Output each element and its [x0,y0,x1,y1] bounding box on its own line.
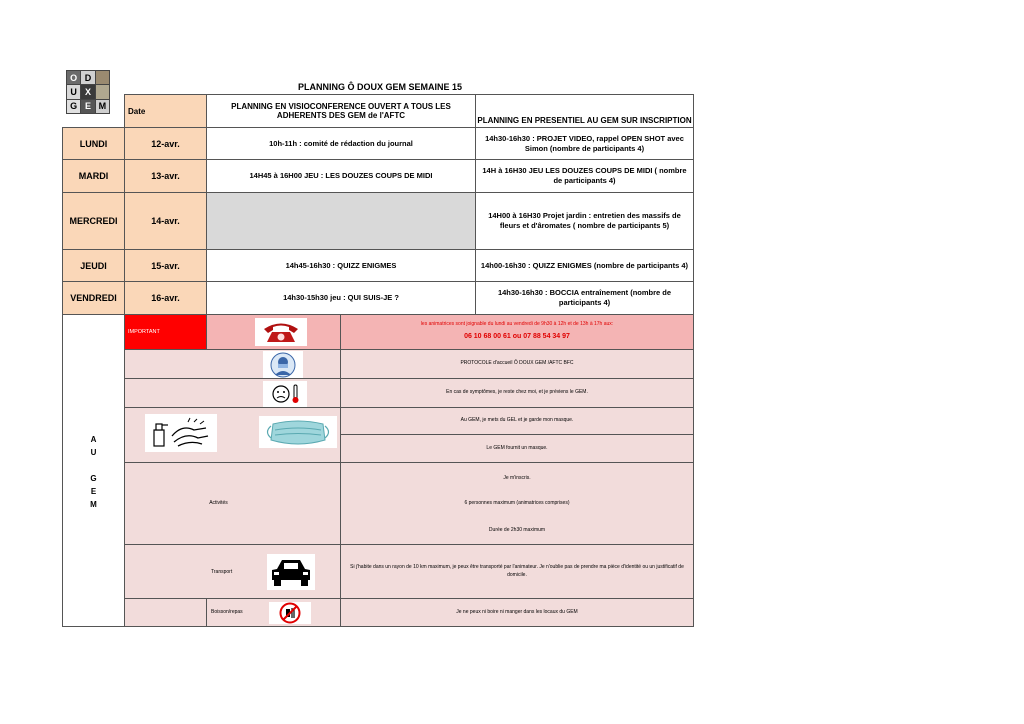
day-row-jeudi-visio [206,249,476,282]
day-row-mardi-date [124,159,207,193]
transport-label: Transport [211,569,233,575]
symptomes-icon-cell [124,378,341,408]
day-row-mardi-presentiel [475,159,694,193]
transport-text: Si j'habite dans un rayon de 10 km maximum, je peux être transporté par l'animateur. Je n'oublie pas de prendre ma pièce d'identité ou un justificatif de domicile. [350,564,684,578]
day-name: JEUDI [80,260,107,271]
day-date: 16-avr. [151,293,180,303]
important-label [124,314,207,350]
header-date [124,94,207,128]
au-gem-column [62,314,125,627]
transport-label-cell [124,544,341,599]
boisson-cell [340,598,694,627]
day-row-vendredi-visio [206,281,476,315]
day-row-vendredi-date [124,281,207,315]
activites-label-cell [124,462,341,545]
day-row-mercredi-visio [206,192,476,250]
boisson-label-cell [206,598,341,627]
day-name: VENDREDI [70,293,117,303]
protocole-text: PROTOCOLE d'accueil Ô DOUX GEM /AFTC BFC [460,360,574,367]
presentiel-activity: 14h30-16h30 : BOCCIA entraînement (nombre de participants 4) [497,288,672,307]
header-presentiel-label: PLANNING EN PRESENTIEL AU GEM SUR INSCRIPTION [477,116,692,125]
phone-icon [255,318,307,346]
face-mask-icon [259,416,337,448]
side-letter [63,459,124,472]
hand-gel-icon [145,414,217,452]
day-date: 13-avr. [151,171,180,181]
visio-activity: 14h45-16h30 : QUIZZ ENIGMES [285,260,397,270]
logo-tile [96,71,109,84]
day-name: LUNDI [79,138,108,149]
header-visio-label: PLANNING EN VISIOCONFERENCE OUVERT A TOUS LES ADHERENTS DES GEM de l'AFTC [231,102,451,120]
protocol-icon [263,351,303,378]
activites-cell [340,462,694,545]
contact-cell [340,314,694,350]
header-visio [206,94,476,128]
boisson-text: Je ne peux ni boire ni manger dans les locaux du GEM [456,608,578,615]
day-row-mercredi-presentiel [475,192,694,250]
day-row-mardi-visio [206,159,476,193]
logo-tile: E [81,100,94,113]
presentiel-activity: 14H00 à 16H30 Projet jardin : entretien des massifs de fleurs et d'âromates ( nombre de participants 5) [488,211,681,230]
symptomes-text: En cas de symptômes, je reste chez moi, et je préviens le GEM. [446,389,588,396]
logo-tile: X [81,85,94,98]
logo-tile: G [67,100,80,113]
hygiene-icon-cell [124,407,341,463]
day-row-mardi-day [62,159,125,193]
visio-activity: 14h30-15h30 jeu : QUI SUIS-JE ? [283,293,399,303]
phone-numbers: 06 10 68 00 61 ou 07 88 54 34 97 [464,333,570,340]
visio-activity: 10h-11h : comité de rédaction du journal [269,138,413,148]
header-presentiel [475,94,694,128]
logo-tile: M [96,100,109,113]
logo-tile [96,85,109,98]
day-row-jeudi-date [124,249,207,282]
gel-masque-text: Au GEM, je mets du GEL et je garde mon masque. [460,417,574,424]
presentiel-activity: 14H à 16H30 JEU LES DOUZES COUPS DE MIDI ( nombre de participants 4) [482,166,687,185]
car-icon [267,554,315,590]
side-letter: G [90,474,97,483]
important-text: IMPORTANT [128,329,160,335]
visio-activity: 14H45 à 16H00 JEU : LES DOUZES COUPS DE MIDI [249,171,433,181]
presentiel-activity: 14h30-16h30 : PROJET VIDEO, rappel OPEN SHOT avec Simon (nombre de participants 4) [485,133,684,153]
day-row-vendredi-presentiel [475,281,694,315]
fever-icon [263,381,307,407]
day-row-jeudi-presentiel [475,249,694,282]
symptomes-cell [340,378,694,408]
boisson-label: Boisson/repas [211,609,243,615]
boisson-blank-cell [124,598,207,627]
day-name: MERCREDI [69,216,118,226]
logo-tile: U [67,85,80,98]
protocole-cell [340,349,694,379]
side-letter: E [90,487,97,496]
day-date: 14-avr. [151,216,180,226]
day-row-mercredi-date [124,192,207,250]
transport-cell [340,544,694,599]
presentiel-activity: 14h00-16h30 : QUIZZ ENIGMES (nombre de participants 4) [480,260,689,270]
side-letter: A [90,435,97,444]
contact-text: les animatrices sont joignable du lundi au vendredi de 9h30 à 12h et de 13h à 17h aux: [420,321,614,327]
activites-label: Activités [209,499,228,506]
day-row-jeudi-day [62,249,125,282]
day-row-lundi-day [62,127,125,160]
day-row-lundi-visio [206,127,476,160]
page-title: PLANNING Ô DOUX GEM SEMAINE 15 [297,82,463,92]
phone-icon-cell [206,314,341,350]
logo-tile: O [67,71,80,84]
day-row-mercredi-day [62,192,125,250]
header-date-label: Date [128,106,146,116]
masque-fourni-text: Le GEM fournit un masque. [486,444,548,451]
day-row-lundi-presentiel [475,127,694,160]
day-date: 12-avr. [151,138,180,149]
duree-text: Durée de 2h30 maximum [488,527,546,533]
logo-tile: D [81,71,94,84]
masque-fourni-cell [340,434,694,463]
inscris-text: Je m'inscris. [503,475,531,481]
gel-masque-cell [340,407,694,435]
day-row-lundi-date [124,127,207,160]
day-date: 15-avr. [151,260,180,271]
gem-logo [66,70,110,114]
protocole-icon-cell [124,349,341,379]
day-name: MARDI [78,171,109,181]
no-food-icon [269,602,311,624]
day-row-vendredi-day [62,281,125,315]
side-letter: M [90,500,97,509]
max-personnes-text: 6 personnes maximum (animatrices comprises) [464,500,570,506]
side-letter: U [90,448,97,457]
